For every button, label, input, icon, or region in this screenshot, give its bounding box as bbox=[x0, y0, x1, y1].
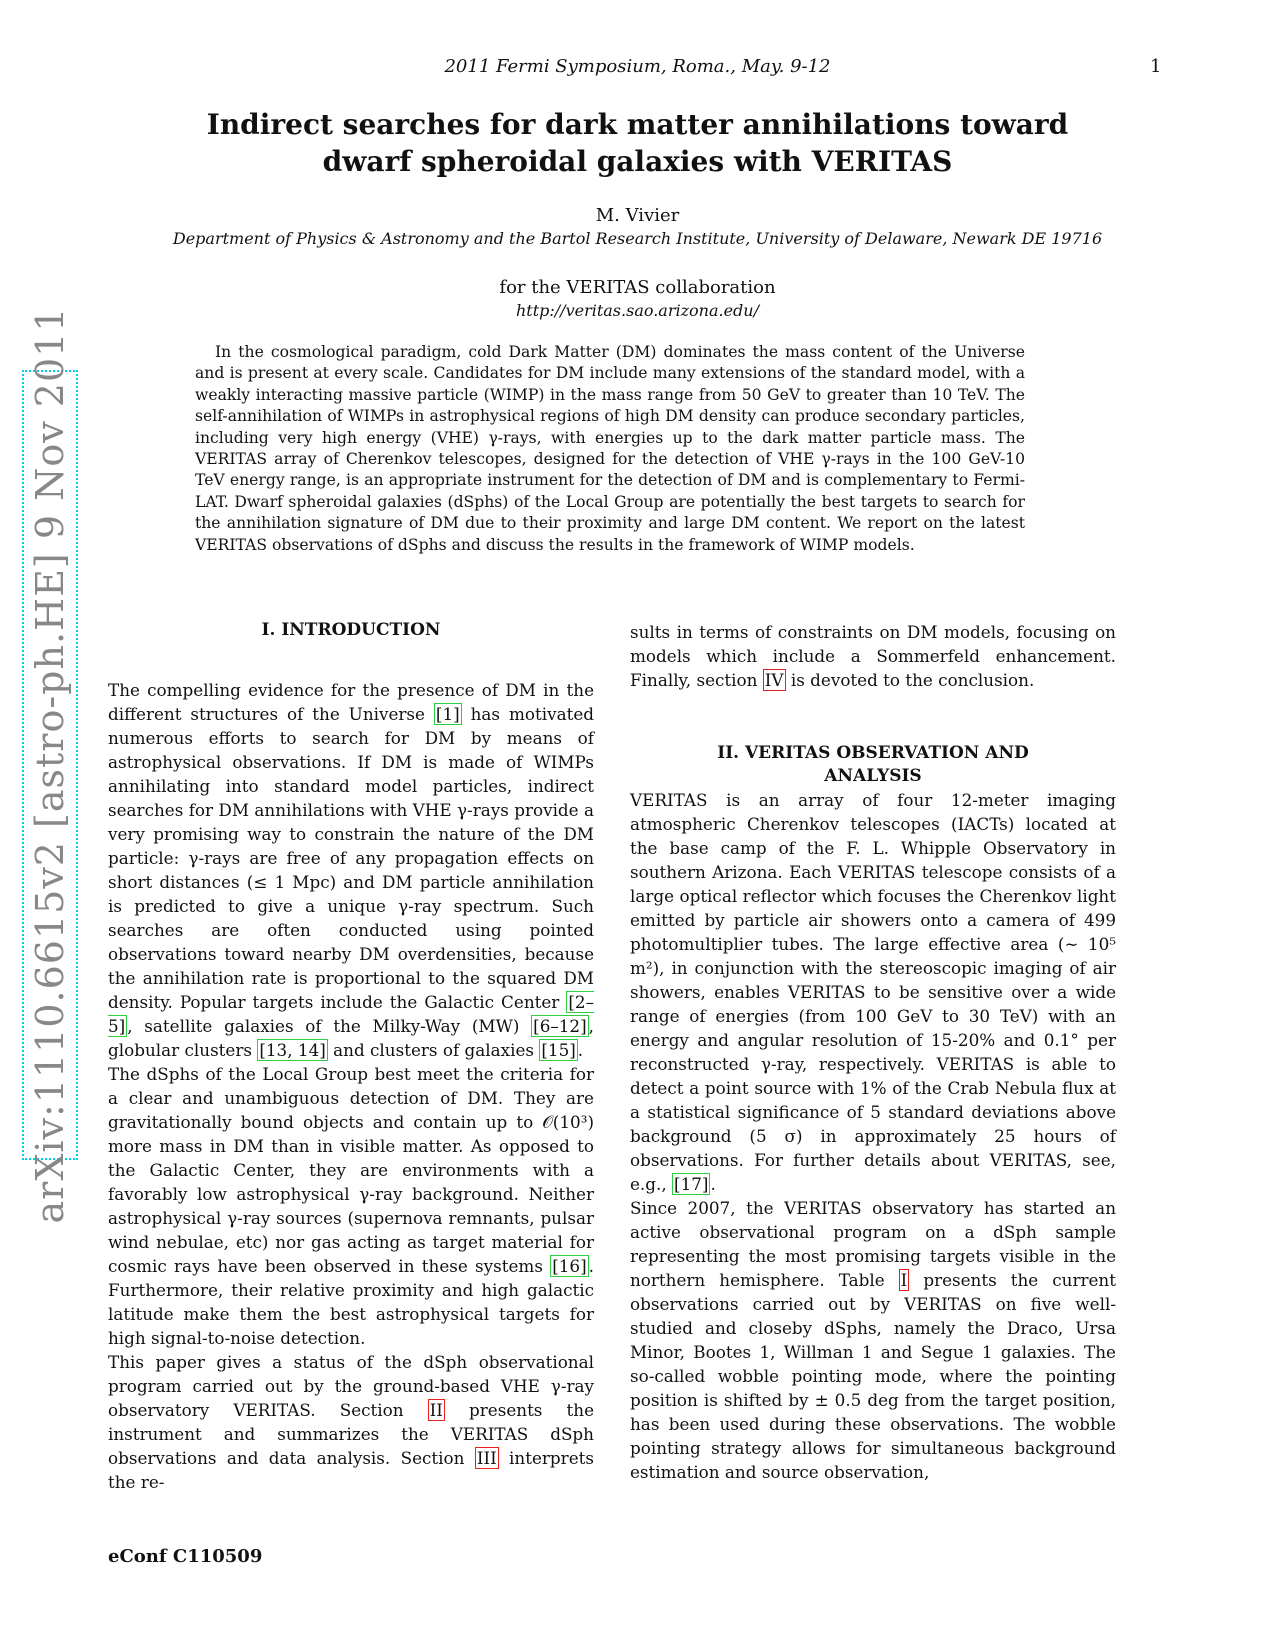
citation-link[interactable]: [6–12] bbox=[533, 1016, 587, 1036]
page-number: 1 bbox=[1150, 56, 1162, 77]
intro-paragraph-continued: sults in terms of constraints on DM models, focusing on models which include a Sommerfeld enhancement. Finally, section IV is devoted to the conclusion. bbox=[630, 622, 1116, 690]
section-heading-introduction: I. INTRODUCTION bbox=[261, 620, 441, 640]
citation-link[interactable]: [2–5] bbox=[108, 992, 594, 1036]
column-right bbox=[630, 620, 1116, 692]
column-left bbox=[108, 678, 594, 1494]
intro-paragraph-2: The dSphs of the Local Group best meet the criteria for a clear and unambiguous detection of DM. They are gravitationally bound objects and contain up to 𝒪(10³) more mass in DM than in visible matter. As opposed to the Galactic Center, they are environments with a favorably low astrophysical γ-ray background. Neither astrophysical γ-ray sources (supernova remnants, pulsar wind nebulae, etc) nor gas acting as target material for cosmic rays have been observed in these systems [16] . Furthermore, their relative proximity and high galactic latitude make them the best astrophysical targets for high signal-to-noise detection. bbox=[108, 1064, 594, 1348]
veritas-paragraph-1: VERITAS is an array of four 12-meter imaging atmospheric Cherenkov telescopes (IACTs) located at the base camp of the F. L. Whipple Observatory in southern Arizona. Each VERITAS telescope consists of a large optical reflector which focuses the Cherenkov light emitted by particle air showers onto a camera of 499 photomultiplier tubes. The large effective area (∼ 10⁵ m²), in conjunction with the stereoscopic imaging of air showers, enables VERITAS to be sensitive over a wide range of energies (from 100 GeV to 30 TeV) with an energy and angular resolution of 15-20% and 0.1° per reconstructed γ-ray, respectively. VERITAS is able to detect a point source with 1% of the Crab Nebula flux at a statistical significance of 5 standard deviations above background (5 σ) in approximately 25 hours of observations. For further details about VERITAS, see, e.g., [17] . bbox=[630, 790, 1116, 1194]
section-link[interactable]: II bbox=[429, 1400, 443, 1420]
citation-link[interactable]: [1] bbox=[435, 704, 460, 724]
affiliation: Department of Physics & Astronomy and the Bartol Research Institute, University of Delaware, Newark DE 19716 bbox=[172, 229, 1103, 248]
citation-link[interactable]: [13, 14] bbox=[259, 1040, 326, 1060]
citation-link[interactable]: [17] bbox=[674, 1174, 709, 1194]
title-line-2: dwarf spheroidal galaxies with VERITAS bbox=[322, 145, 953, 178]
section-heading-veritas: II. VERITAS OBSERVATION AND ANALYSIS bbox=[717, 743, 1029, 786]
citation-link[interactable]: [15] bbox=[541, 1040, 576, 1060]
veritas-paragraph-2: Since 2007, the VERITAS observatory has started an active observational program on a dSph sample representing the most promising targets visible in the northern hemisphere. Table I presents the current observations carried out by VERITAS on five well-studied and closeby dSphs, namely the Draco, Ursa Minor, Bootes 1, Willman 1 and Segue 1 galaxies. The so-called wobble pointing mode, where the pointing position is shifted by ± 0.5 deg from the target position, has been used during these observations. The wobble pointing strategy allows for simultaneous background estimation and source observation, bbox=[630, 1198, 1116, 1482]
footer-conference: eConf C110509 bbox=[108, 1546, 263, 1567]
citation-link[interactable]: [16] bbox=[552, 1256, 587, 1276]
section-link[interactable]: III bbox=[476, 1448, 497, 1468]
arxiv-stamp[interactable] bbox=[22, 306, 78, 1224]
collaboration: for the VERITAS collaboration bbox=[499, 277, 776, 298]
table-link[interactable]: I bbox=[900, 1270, 908, 1290]
paper-title bbox=[140, 106, 1135, 180]
column-right-body bbox=[630, 788, 1116, 1484]
author: M. Vivier bbox=[595, 205, 680, 226]
intro-paragraph-1: The compelling evidence for the presence of DM in the different structures of the Universe [1] has motivated numerous efforts to search for DM by means of astrophysical observations. If DM is made of WIMPs annihilating into standard model particles, indirect searches for DM annihilations with VHE γ-rays provide a very promising way to constrain the nature of the DM particle: γ-rays are free of any propagation effects on short distances (≤ 1 Mpc) and DM particle annihilation is predicted to give a unique γ-ray spectrum. Such searches are often conducted using pointed observations toward nearby DM overdensities, because the annihilation rate is proportional to the squared DM density. Popular targets include the Galactic Center [2–5] , satellite galaxies of the Milky-Way (MW) [6–12] , globular clusters [13, 14] and clusters of galaxies [15] . bbox=[108, 680, 594, 1060]
collaboration-url[interactable]: http://veritas.sao.arizona.edu/ bbox=[515, 301, 759, 320]
running-header: 2011 Fermi Symposium, Roma., May. 9-12 bbox=[444, 56, 831, 77]
title-line-1: Indirect searches for dark matter annihilations toward bbox=[206, 108, 1069, 141]
section-link[interactable]: IV bbox=[764, 670, 784, 690]
arxiv-stamp-text: arXiv:1110.6615v2 [astro-ph.HE] 9 Nov 2011 bbox=[28, 306, 72, 1224]
intro-paragraph-3: This paper gives a status of the dSph observational program carried out by the ground-based VHE γ-ray observatory VERITAS. Section II presents the instrument and summarizes the VERITAS dSph observations and data analysis. Section III interprets the re- bbox=[108, 1352, 594, 1492]
abstract: In the cosmological paradigm, cold Dark Matter (DM) dominates the mass content of the Universe and is present at every scale. Candidates for DM include many extensions of the standard model, with a weakly interacting massive particle (WIMP) in the mass range from 50 GeV to greater than 10 TeV. The self-annihilation of WIMPs in astrophysical regions of high DM density can produce secondary particles, including very high energy (VHE) γ-rays, with energies up to the dark matter particle mass. The VERITAS array of Cherenkov telescopes, designed for the detection of VHE γ-rays in the 100 GeV-10 TeV energy range, is an appropriate instrument for the detection of DM and is complementary to Fermi-LAT. Dwarf spheroidal galaxies (dSphs) of the Local Group are potentially the best targets to search for the annihilation signature of DM due to their proximity and large DM content. We report on the latest VERITAS observations of dSphs and discuss the results in the framework of WIMP models. bbox=[195, 343, 1025, 554]
